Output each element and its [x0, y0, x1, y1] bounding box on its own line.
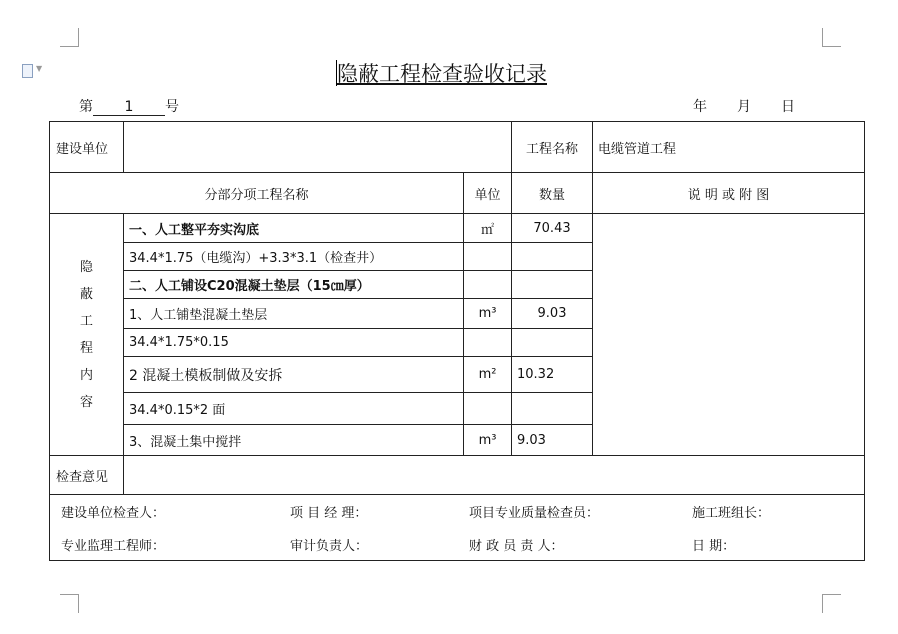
- item-name[interactable]: 34.4*1.75*0.15: [124, 329, 464, 357]
- page-icon: [22, 64, 33, 78]
- chevron-down-icon: ▼: [36, 64, 43, 73]
- project-name-value[interactable]: 电缆管道工程: [593, 122, 865, 173]
- item-name[interactable]: 二、人工铺设C20混凝土垫层（15㎝厚）: [124, 271, 464, 299]
- item-quantity[interactable]: [512, 271, 593, 299]
- record-number-suffix: 号: [165, 99, 179, 115]
- item-name[interactable]: 34.4*1.75（电缆沟）+3.3*3.1（检查井）: [124, 243, 464, 271]
- column-header-quantity: 数量: [512, 173, 593, 214]
- item-name[interactable]: 34.4*0.15*2 面: [124, 393, 464, 425]
- section-label-char: 内: [79, 367, 93, 383]
- section-label-concealed-work: [50, 214, 124, 456]
- date-day-label: 日: [781, 99, 795, 115]
- item-unit[interactable]: m³: [464, 425, 512, 456]
- item-quantity[interactable]: [512, 329, 593, 357]
- crop-mark-top-left: [60, 28, 79, 47]
- item-unit[interactable]: [464, 329, 512, 357]
- section-label-char: 工: [79, 313, 93, 329]
- record-number-prefix: 第: [79, 99, 93, 115]
- column-header-notes: 说 明 或 附 图: [593, 173, 865, 214]
- item-name[interactable]: 1、人工铺垫混凝土垫层: [124, 299, 464, 329]
- inspection-form-table: [49, 121, 865, 561]
- item-unit[interactable]: [464, 271, 512, 299]
- signature-project-manager[interactable]: 项 目 经 理：: [290, 506, 368, 521]
- construction-unit-label: 建设单位: [50, 122, 124, 173]
- signature-finance-officer[interactable]: 财 政 员 责 人：: [469, 538, 564, 554]
- signature-supervising-engineer[interactable]: 专业监理工程师：: [61, 538, 166, 554]
- record-number-value[interactable]: 1: [93, 99, 165, 116]
- signature-audit-officer[interactable]: 审计负责人：: [290, 538, 369, 554]
- record-date[interactable]: [693, 96, 795, 116]
- section-label-char: 程: [79, 340, 93, 356]
- column-header-unit: 单位: [464, 173, 512, 214]
- item-quantity[interactable]: 70.43: [512, 214, 593, 243]
- item-unit[interactable]: [464, 393, 512, 425]
- item-name[interactable]: 2 混凝土模板制做及安拆: [124, 357, 464, 393]
- item-quantity[interactable]: [512, 243, 593, 271]
- column-header-item-name: 分部分项工程名称: [50, 173, 464, 214]
- item-unit[interactable]: ㎡: [464, 214, 512, 243]
- construction-unit-value[interactable]: [124, 122, 512, 173]
- item-quantity[interactable]: 9.03: [512, 299, 593, 329]
- document-icon[interactable]: [22, 64, 50, 78]
- inspection-opinion-value[interactable]: [124, 456, 865, 495]
- section-label-char: 容: [79, 394, 93, 410]
- signature-quality-inspector[interactable]: 项目专业质量检查员：: [469, 506, 600, 521]
- record-number[interactable]: [79, 96, 179, 116]
- signature-block: [56, 495, 858, 560]
- item-name[interactable]: 一、人工整平夯实沟底: [124, 214, 464, 243]
- crop-mark-top-right: [822, 28, 841, 47]
- signature-date[interactable]: 日 期：: [692, 538, 736, 554]
- inspection-opinion-label: 检查意见: [50, 456, 124, 495]
- crop-mark-bottom-left: [60, 594, 79, 613]
- item-quantity[interactable]: [512, 393, 593, 425]
- project-name-label: 工程名称: [512, 122, 593, 173]
- item-unit[interactable]: m²: [464, 357, 512, 393]
- item-unit[interactable]: [464, 243, 512, 271]
- signature-construction-inspector[interactable]: 建设单位检查人：: [61, 506, 166, 521]
- notes-cell[interactable]: [593, 214, 865, 456]
- date-year-label: 年: [693, 99, 707, 115]
- item-name[interactable]: 3、混凝土集中搅拌: [124, 425, 464, 456]
- item-quantity[interactable]: 10.32: [512, 357, 593, 393]
- section-label-char: 蔽: [79, 286, 93, 302]
- signature-team-leader[interactable]: 施工班组长：: [692, 506, 771, 521]
- document-title[interactable]: 隐蔽工程检查验收记录: [337, 62, 547, 86]
- crop-mark-bottom-right: [822, 594, 841, 613]
- item-unit[interactable]: m³: [464, 299, 512, 329]
- section-label-char: 隐: [79, 259, 93, 275]
- date-month-label: 月: [737, 99, 751, 115]
- item-quantity[interactable]: 9.03: [512, 425, 593, 456]
